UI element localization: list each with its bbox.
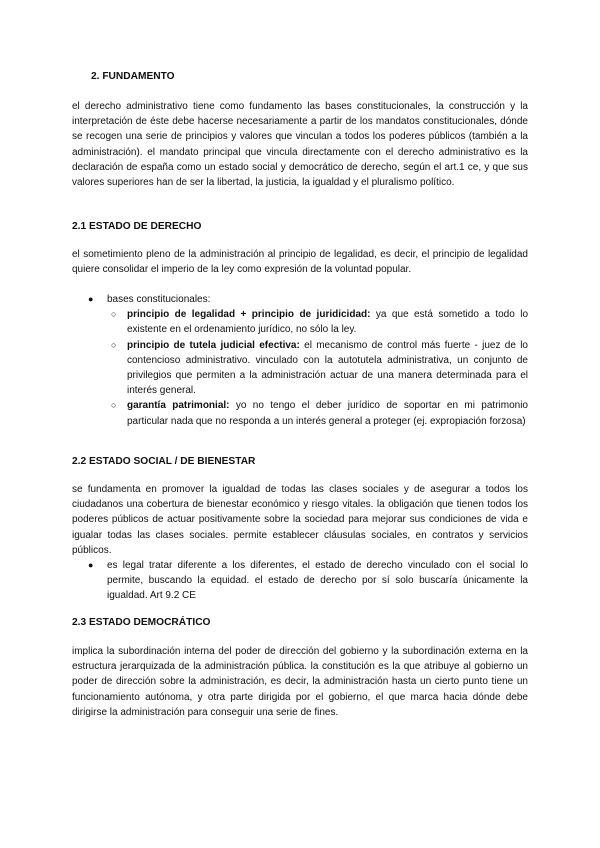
bullet-icon: ● bbox=[88, 560, 94, 570]
principle-text: yo no tengo el deber jurídico de soportar en mi patrimonio particular nada que no responda a un interés general a proteger (ej. expropiación forzosa) bbox=[127, 400, 528, 427]
paragraph-estado-derecho: el sometimiento pleno de la administración al principio de legalidad, es decir, el principio de legalidad quiere consolidar el imperio de la ley como expresión de la voluntad popular. bbox=[72, 249, 528, 276]
circle-bullet-icon: ○ bbox=[111, 400, 117, 411]
principle-title: principio de legalidad + principio de juridicidad: bbox=[127, 309, 371, 321]
bases-list bbox=[72, 292, 528, 429]
heading-fundamento: 2. FUNDAMENTO bbox=[91, 71, 175, 82]
paragraph-estado-democratico: implica la subordinación interna del poder de dirección del gobierno y la subordinación externa en la estructura jerarquizada de la administración pública. la constitución es la que atribuye al gobierno un poder de dirección sobre la administración, es decir, la administración hasta un cierto punto tiene un funcionamiento autónoma, y otra parte dirigida por el gobierno, el que marca hacia dónde debe dirigirse la administración para conseguir una serie de fines. bbox=[72, 646, 528, 718]
bullet-icon: ● bbox=[88, 294, 94, 304]
principle-text: ya que está sometido a todo lo existente en el ordenamiento jurídico, no sólo la ley. bbox=[127, 309, 529, 336]
principle-title: garantía patrimonial: bbox=[127, 400, 230, 412]
principle-title: principio de tutela judicial efectiva: bbox=[127, 339, 300, 351]
paragraph-estado-social: se fundamenta en promover la igualdad de todas las clases sociales y de asegurar a todos los ciudadanos una cobertura de bienestar económico y riesgo vitales. la obligación que tienen todos los poderes públicos de actuar positivamente sobre la sociedad para mejorar sus condiciones de vida e igualar todas las clases sociales. permite establecer cláusulas sociales, en contratos y servicios públicos. bbox=[72, 484, 528, 556]
list-item bbox=[72, 558, 528, 604]
heading-estado-social: 2.2 ESTADO SOCIAL / DE BIENESTAR bbox=[72, 456, 256, 467]
social-bullet-text: es legal tratar diferente a los diferentes, el estado de derecho vinculado con el social lo permite, buscando la equidad. el estado de derecho por sí solo buscaría únicamente la igualdad. Art 9.2 CE bbox=[107, 560, 528, 602]
heading-estado-democratico: 2.3 ESTADO DEMOCRÁTICO bbox=[72, 617, 211, 628]
paragraph-fundamento: el derecho administrativo tiene como fundamento las bases constitucionales, la construcción y la interpretación de éste debe hacerse necesariamente a partir de los mandatos constitucionales, dónde se recogen una serie de principios y valores que vinculan a todos los poderes públicos (también a la administración). el mandato principal que vincula directamente con el derecho administrativo es la declaración de españa como un estado social y democrático de derecho, según el art.1 ce, y que sus valores superiores han de ser la libertad, la justicia, la igualdad y el pluralismo político. bbox=[72, 101, 528, 189]
list-item bbox=[72, 292, 528, 429]
list-item bbox=[111, 338, 528, 399]
bases-label: bases constitucionales: bbox=[107, 294, 211, 305]
principles-list bbox=[111, 307, 529, 429]
list-item bbox=[111, 307, 529, 337]
social-list bbox=[72, 558, 528, 604]
list-item bbox=[111, 398, 528, 428]
principle-text: el mecanismo de control más fuerte - juez de lo contencioso administrativo. vinculado con la autotutela administrativa, un conjunto de privilegios que permiten a la administración actuar de una manera determinada para el interés general. bbox=[127, 339, 528, 397]
heading-estado-derecho: 2.1 ESTADO DE DERECHO bbox=[72, 221, 202, 232]
circle-bullet-icon: ○ bbox=[111, 339, 117, 350]
circle-bullet-icon: ○ bbox=[111, 309, 117, 320]
